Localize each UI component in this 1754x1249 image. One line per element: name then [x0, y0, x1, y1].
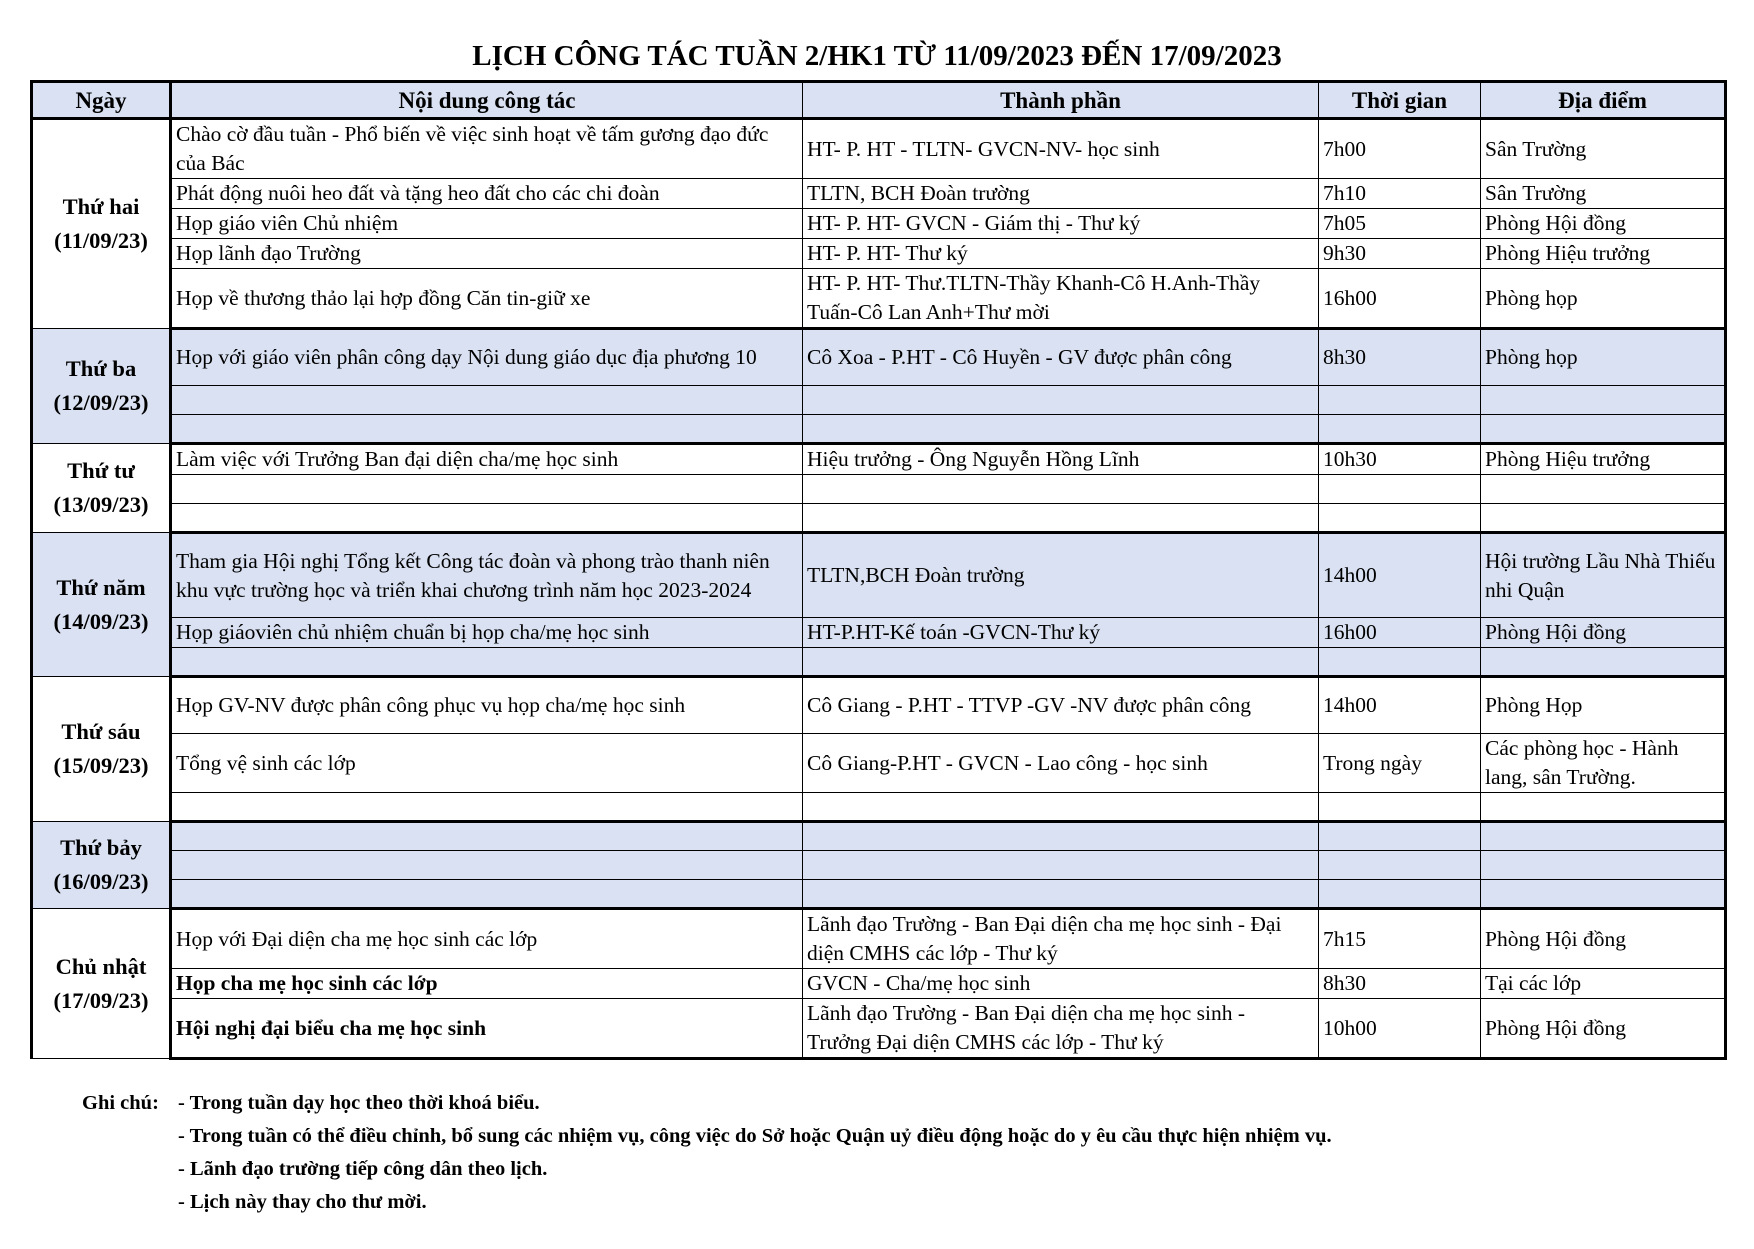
place-cell [1481, 504, 1726, 533]
place-cell: Phòng Hội đồng [1481, 209, 1726, 239]
place-cell: Phòng họp [1481, 329, 1726, 386]
time-cell: 7h15 [1319, 909, 1481, 969]
day-date: (12/09/23) [53, 390, 149, 415]
members-cell: TLTN, BCH Đoàn trường [803, 179, 1319, 209]
day-cell [32, 909, 171, 1059]
header-place: Địa điểm [1481, 82, 1726, 119]
time-cell: 9h30 [1319, 239, 1481, 269]
content-cell: Họp với Đại diện cha mẹ học sinh các lớp [171, 909, 803, 969]
table-row [32, 909, 1726, 969]
time-cell: 7h00 [1319, 119, 1481, 179]
table-row [32, 239, 1726, 269]
day-cell [32, 444, 171, 533]
day-name: Thứ hai [62, 194, 140, 219]
day-date: (16/09/23) [53, 869, 149, 894]
time-cell [1319, 648, 1481, 677]
time-cell: 8h30 [1319, 329, 1481, 386]
members-cell [803, 793, 1319, 822]
day-cell [32, 119, 171, 329]
time-cell [1319, 793, 1481, 822]
content-cell [171, 793, 803, 822]
time-cell: Trong ngày [1319, 734, 1481, 793]
members-cell: Cô Giang - P.HT - TTVP -GV -NV được phân công [803, 677, 1319, 734]
content-cell: Họp GV-NV được phân công phục vụ họp cha/mẹ học sinh [171, 677, 803, 734]
members-cell: HT- P. HT - TLTN- GVCN-NV- học sinh [803, 119, 1319, 179]
table-row [32, 793, 1726, 822]
members-cell [803, 386, 1319, 415]
content-cell: Họp giáoviên chủ nhiệm chuẩn bị họp cha/mẹ học sinh [171, 618, 803, 648]
place-cell: Phòng Hiệu trưởng [1481, 444, 1726, 475]
note-item: - Lịch này thay cho thư mời. [178, 1191, 427, 1213]
place-cell: Phòng Hội đồng [1481, 618, 1726, 648]
header-members: Thành phần [803, 82, 1319, 119]
members-cell: HT-P.HT-Kế toán -GVCN-Thư ký [803, 618, 1319, 648]
place-cell [1481, 822, 1726, 851]
schedule-body [32, 119, 1726, 1059]
table-row [32, 415, 1726, 444]
time-cell: 14h00 [1319, 677, 1481, 734]
content-cell: Họp với giáo viên phân công dạy Nội dung giáo dục địa phương 10 [171, 329, 803, 386]
day-date: (17/09/23) [53, 987, 149, 1013]
members-cell: GVCN - Cha/mẹ học sinh [803, 969, 1319, 999]
time-cell: 16h00 [1319, 269, 1481, 329]
members-cell: Cô Giang-P.HT - GVCN - Lao công - học sinh [803, 734, 1319, 793]
content-cell: Họp lãnh đạo Trường [171, 239, 803, 269]
members-cell: Hiệu trưởng - Ông Nguyễn Hồng Lĩnh [803, 444, 1319, 475]
content-cell [171, 822, 803, 851]
table-row [32, 444, 1726, 475]
content-cell: Tham gia Hội nghị Tổng kết Công tác đoàn và phong trào thanh niên khu vực trường học và triển khai chương trình năm học 2023-2024 [171, 533, 803, 618]
members-cell [803, 475, 1319, 504]
place-cell: Phòng Hiệu trưởng [1481, 239, 1726, 269]
table-row [32, 475, 1726, 504]
content-cell: Họp giáo viên Chủ nhiệm [171, 209, 803, 239]
members-cell: HT- P. HT- GVCN - Giám thị - Thư ký [803, 209, 1319, 239]
members-cell: TLTN,BCH Đoàn trường [803, 533, 1319, 618]
table-row [32, 851, 1726, 880]
day-cell [32, 677, 171, 822]
content-cell [171, 504, 803, 533]
day-date: (14/09/23) [53, 608, 149, 634]
time-cell [1319, 851, 1481, 880]
table-row [32, 533, 1726, 618]
table-row [32, 119, 1726, 179]
table-row [32, 677, 1726, 734]
content-cell: Tổng vệ sinh các lớp [171, 734, 803, 793]
time-cell: 10h00 [1319, 999, 1481, 1059]
time-cell [1319, 415, 1481, 444]
place-cell [1481, 475, 1726, 504]
day-name: Thứ tư [67, 458, 135, 483]
note-item: - Lãnh đạo trường tiếp công dân theo lịch. [178, 1158, 548, 1180]
time-cell [1319, 504, 1481, 533]
note-item: - Trong tuần có thể điều chỉnh, bổ sung các nhiệm vụ, công việc do Sở hoặc Quận uỷ điều động hoặc do y êu cầu thực hiện nhiệm vụ. [178, 1125, 1332, 1147]
place-cell: Tại các lớp [1481, 969, 1726, 999]
time-cell [1319, 822, 1481, 851]
table-row [32, 999, 1726, 1059]
members-cell: HT- P. HT- Thư ký [803, 239, 1319, 269]
content-cell: Họp cha mẹ học sinh các lớp [171, 969, 803, 999]
table-row [32, 179, 1726, 209]
members-cell: Lãnh đạo Trường - Ban Đại diện cha mẹ học sinh - Trưởng Đại diện CMHS các lớp - Thư ký [803, 999, 1319, 1059]
place-cell [1481, 415, 1726, 444]
day-name: Thứ sáu [61, 719, 141, 744]
table-row [32, 386, 1726, 415]
day-name: Chủ nhật [55, 953, 147, 979]
place-cell: Phòng Hội đồng [1481, 999, 1726, 1059]
content-cell: Hội nghị đại biểu cha mẹ học sinh [171, 999, 803, 1059]
table-row [32, 618, 1726, 648]
note-item: - Trong tuần dạy học theo thời khoá biểu. [178, 1092, 540, 1114]
header-time: Thời gian [1319, 82, 1481, 119]
header-content: Nội dung công tác [171, 82, 803, 119]
members-cell [803, 415, 1319, 444]
members-cell [803, 504, 1319, 533]
day-cell [32, 329, 171, 444]
time-cell [1319, 386, 1481, 415]
place-cell: Các phòng học - Hành lang, sân Trường. [1481, 734, 1726, 793]
table-row [32, 209, 1726, 239]
content-cell [171, 880, 803, 909]
place-cell: Phòng họp [1481, 269, 1726, 329]
time-cell: 14h00 [1319, 533, 1481, 618]
notes-label: Ghi chú: [82, 1092, 159, 1114]
place-cell [1481, 851, 1726, 880]
content-cell [171, 415, 803, 444]
table-row [32, 648, 1726, 677]
place-cell: Hội trường Lầu Nhà Thiếu nhi Quận [1481, 533, 1726, 618]
content-cell [171, 475, 803, 504]
time-cell: 10h30 [1319, 444, 1481, 475]
table-row [32, 880, 1726, 909]
day-date: (13/09/23) [53, 492, 149, 517]
members-cell [803, 822, 1319, 851]
place-cell [1481, 793, 1726, 822]
table-row [32, 822, 1726, 851]
content-cell [171, 386, 803, 415]
day-name: Thứ năm [56, 574, 146, 600]
header-row [32, 82, 1726, 119]
table-row [32, 734, 1726, 793]
members-cell [803, 648, 1319, 677]
members-cell: Lãnh đạo Trường - Ban Đại diện cha mẹ học sinh - Đại diện CMHS các lớp - Thư ký [803, 909, 1319, 969]
content-cell [171, 851, 803, 880]
page-title: LỊCH CÔNG TÁC TUẦN 2/HK1 TỪ 11/09/2023 ĐẾN 17/09/2023 [472, 40, 1282, 72]
place-cell [1481, 386, 1726, 415]
place-cell: Sân Trường [1481, 179, 1726, 209]
members-cell: HT- P. HT- Thư.TLTN-Thầy Khanh-Cô H.Anh-Thầy Tuấn-Cô Lan Anh+Thư mời [803, 269, 1319, 329]
time-cell [1319, 475, 1481, 504]
header-day: Ngày [32, 82, 171, 119]
time-cell [1319, 880, 1481, 909]
table-row [32, 269, 1726, 329]
day-date: (11/09/23) [54, 228, 148, 253]
content-cell: Làm việc với Trưởng Ban đại diện cha/mẹ học sinh [171, 444, 803, 475]
place-cell [1481, 648, 1726, 677]
content-cell: Phát động nuôi heo đất và tặng heo đất cho các chi đoàn [171, 179, 803, 209]
members-cell: Cô Xoa - P.HT - Cô Huyền - GV được phân công [803, 329, 1319, 386]
day-cell [32, 533, 171, 677]
day-name: Thứ bảy [60, 835, 142, 860]
time-cell: 16h00 [1319, 618, 1481, 648]
content-cell: Họp về thương thảo lại hợp đồng Căn tin-giữ xe [171, 269, 803, 329]
content-cell [171, 648, 803, 677]
place-cell: Sân Trường [1481, 119, 1726, 179]
time-cell: 7h05 [1319, 209, 1481, 239]
time-cell: 8h30 [1319, 969, 1481, 999]
table-row [32, 504, 1726, 533]
place-cell: Phòng Hội đồng [1481, 909, 1726, 969]
table-row [32, 329, 1726, 386]
day-date: (15/09/23) [53, 753, 149, 778]
members-cell [803, 880, 1319, 909]
day-cell [32, 822, 171, 909]
members-cell [803, 851, 1319, 880]
day-name: Thứ ba [65, 356, 137, 381]
place-cell [1481, 880, 1726, 909]
place-cell: Phòng Họp [1481, 677, 1726, 734]
schedule-table [30, 80, 1727, 1060]
content-cell: Chào cờ đầu tuần - Phổ biến về việc sinh hoạt về tấm gương đạo đức của Bác [171, 119, 803, 179]
time-cell: 7h10 [1319, 179, 1481, 209]
table-row [32, 969, 1726, 999]
